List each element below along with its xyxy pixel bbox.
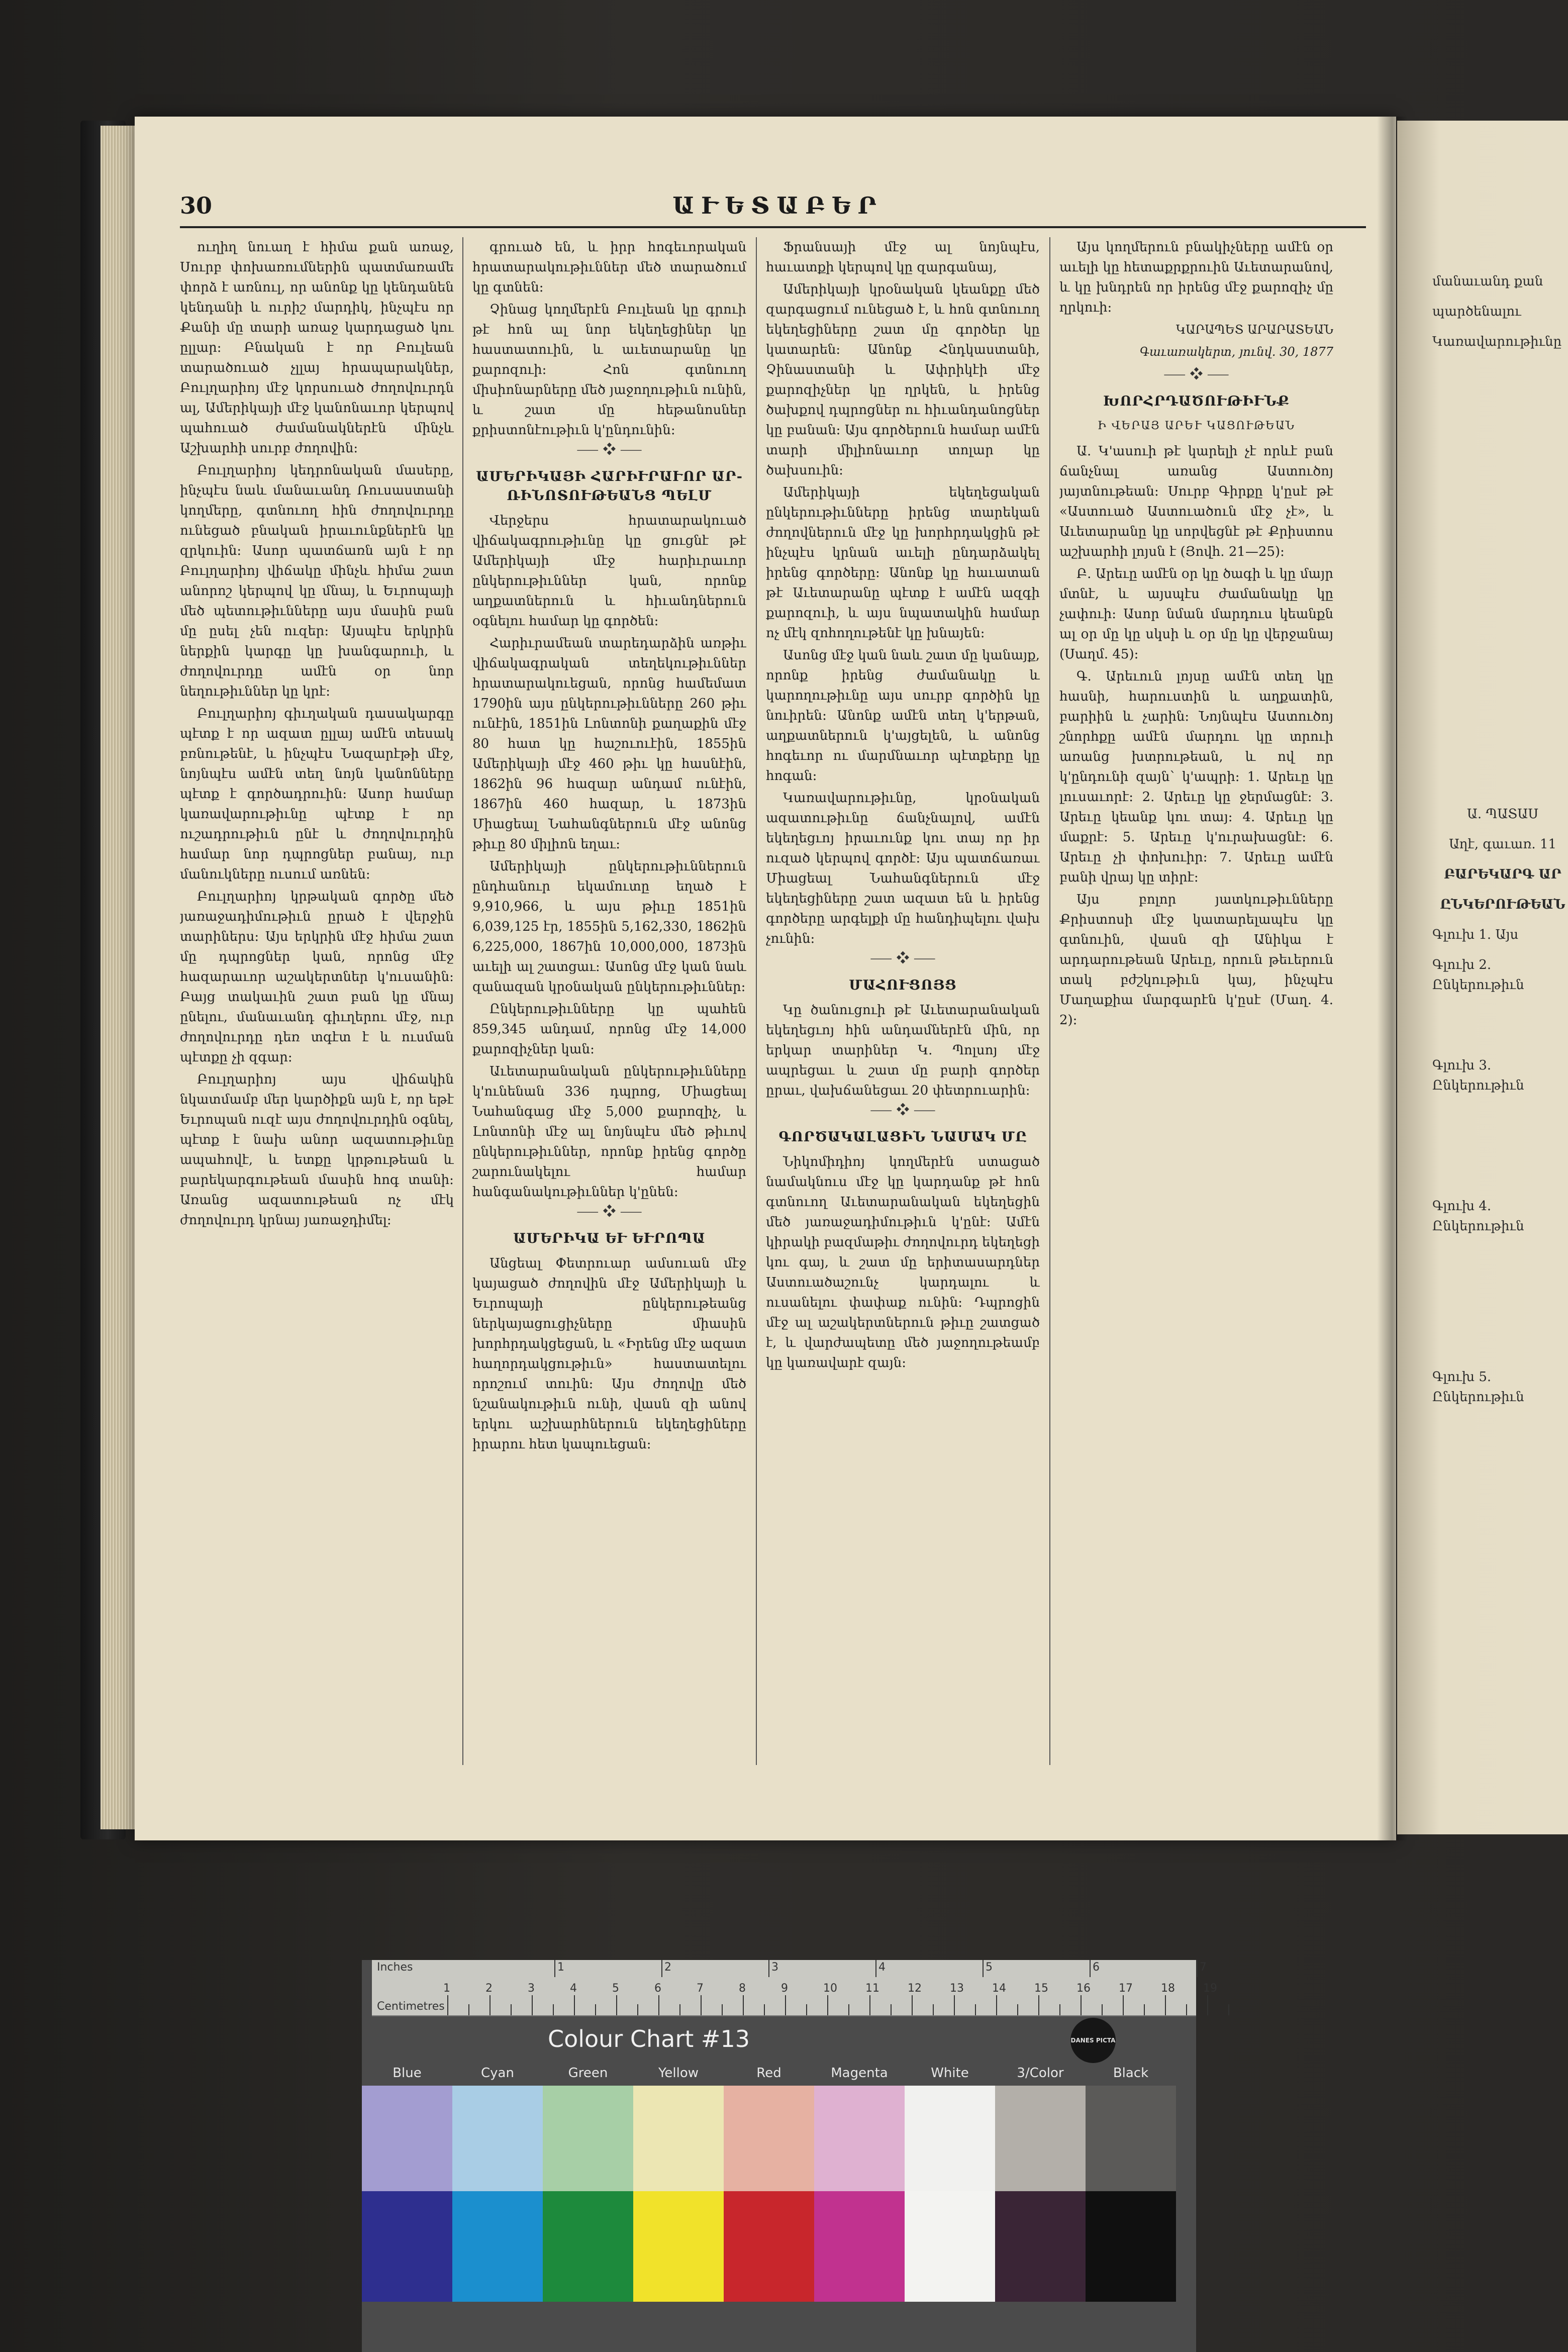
cm-tick (743, 1995, 744, 2015)
facing-line: Գլուխ 2. Ընկերութիւն (1432, 957, 1524, 993)
patch-label: 3/Color (1017, 2066, 1064, 2081)
page-header (180, 192, 1376, 227)
cm-tick (616, 1995, 617, 2015)
cm-tick-label: 5 (612, 1982, 619, 1995)
cm-tick (489, 1995, 491, 2015)
inch-tick-label: 3 (771, 1961, 778, 1974)
cm-tick-label: 1 (443, 1982, 450, 1995)
facing-line: Գլուխ 1. Այս (1432, 927, 1519, 942)
section-subtitle: Ի ՎԵՐԱՅ ԱՐԵՒ ԿԱՑՈՒԹԵԱՆ (1097, 420, 1296, 432)
patch-blue-dark (362, 2191, 452, 2302)
cm-tick (1165, 1995, 1166, 2015)
cm-tick-label: 7 (697, 1982, 704, 1995)
cm-tick (996, 1995, 997, 2015)
cm-tick-label: 6 (654, 1982, 661, 1995)
facing-page-text (1432, 271, 1568, 1417)
patch-white-light (905, 2086, 995, 2191)
inch-tick-label: 5 (986, 1961, 993, 1974)
col2-sec1-paragraph: Ամերիկայի ընկերութիւններուն ընդհանուր եկամուտը եղած է 9,910,966, և այս թիւը 1851ին 6,039,125 էր, 1855ին 5,162,330, 1862ին 6,225,000, 1867ին 10,000,000, 1873ին աւելի ալ շատցաւ։ Ասոնց մէջ կան նաև զանազան կրօնական ընկերութիւններ։ (472, 859, 746, 995)
ruler-cm-label: Centimetres (377, 2000, 445, 2013)
column-3 (766, 237, 1040, 1770)
colour-chart (362, 1960, 1217, 2352)
inch-tick-label: 6 (1093, 1961, 1100, 1974)
cm-tick (869, 1995, 870, 2015)
inch-tick-label: 4 (878, 1961, 886, 1974)
cm-half-tick (679, 2004, 680, 2015)
section-title-obituary: ՄԱՀՈՒՑՈՅՑ (849, 977, 957, 993)
cm-tick-label: 15 (1034, 1982, 1048, 1995)
facing-line: ԸՆԿԵՐՈՒԹԵԱՆ (1440, 897, 1565, 912)
cm-tick-label: 10 (823, 1982, 837, 1995)
cm-tick (574, 1995, 575, 2015)
cm-half-tick (764, 2004, 765, 2015)
cm-tick-label: 19 (1203, 1982, 1217, 1995)
col4-paragraph: Գ. Արեւուն լոյսը ամէն տեղ կը հասնի, հարուստին և աղքատին, բարիին և չարին։ Նոյնպէս Աստուծոյ շնորհքը ամէն մարդու կը տրուի առանց խտրութեան, և ով որ կ'ընդունի զայն՝ կ'ապրի։ 1. Արեւը կը լուսաւորէ։ 2. Արեւը կը ջերմացնէ։ 3. Արեւը կեանք կու տայ։ 4. Արեւը կը մաքրէ։ 5. Արեւը կ'ուրախացնէ։ 6. Արեւը չի փոխուիր։ 7. Արեւը ամէն բանի վրայ կը տիրէ։ (1059, 669, 1333, 885)
patch-green-dark (543, 2191, 633, 2302)
cm-tick-label: 13 (950, 1982, 964, 1995)
cm-tick-label: 9 (781, 1982, 788, 1995)
cm-half-tick (806, 2004, 807, 2015)
ornament-divider: ⸺ ❖ ⸺ (1163, 367, 1229, 382)
facing-line: մանաւանդ քան (1432, 274, 1543, 289)
inch-tick (661, 1960, 662, 1977)
ruler-inches-label: Inches (377, 1961, 413, 1974)
cm-tick (532, 1995, 533, 2015)
col4-paragraph: Բ. Արեւը ամէն օր կը ծագի և կը մայր մտնէ, և այսպէս ժամանակը կը չափուի։ Ասոր նման մարդուս կեանքն ալ օր մը կը սկսի և օր մը կը վերջանայ (Սաղմ. 45)։ (1059, 566, 1333, 662)
col2-intro-2: Չինաց կողմերէն Բուլեան կը գրուի թէ հոն ալ նոր եկեղեցիներ կը հաստատուին, և աւետարանը կը քարոզուի։ Հոն գտնուող միսիոնարները մեծ յաջողութիւն ունին, և շատ մը հեթանոսներ քրիստոնէութիւն կ'ընդունին։ (472, 302, 746, 438)
page-number: 30 (180, 192, 213, 219)
cm-half-tick (891, 2004, 892, 2015)
patch-cyan-dark (452, 2191, 543, 2302)
col1-paragraph: Բուլղարիոյ այս վիճակին նկատմամբ մեր կարծիքն այն է, որ եթէ Եւրոպան ուզէ այս ժողովուրդին օգնել, պէտք է նախ անոր ազատութիւնը ապահովէ, և ետքը կրթութեան և բարեկարգութեան մասին հոգ տանի։ Առանց ազատութեան ոչ մէկ ժողովուրդ կրնայ յառաջդիմել։ (180, 1072, 454, 1228)
cm-half-tick (595, 2004, 596, 2015)
cm-half-tick (1102, 2004, 1103, 2015)
facing-line: ԲԱՐԵԿԱՐԳ ԱՐ (1444, 867, 1561, 882)
cm-half-tick (1059, 2004, 1060, 2015)
col2-sec2-paragraph: Անցեալ Փետրուար ամսուան մէջ կայացած ժողովին մէջ Ամերիկայի և Եւրոպայի ընկերութեանց ներկայացուցիչները միասին խորհրդակցեցան, և «Իրենց մէջ ազատ հաղորդակցութիւն» հաստատելու որոշում տուին։ Այս ժողովը մեծ նշանակութիւն ունի, վասն զի անով երկու աշխարհներուն եկեղեցիները իրարու հետ կապուեցան։ (472, 1256, 746, 1452)
ornament-divider: ⸺ ❖ ⸺ (870, 951, 936, 966)
column-separator (756, 237, 757, 1765)
patch-yellow-light (633, 2086, 724, 2191)
patch-magenta-dark (814, 2191, 905, 2302)
patch-label: Blue (393, 2066, 422, 2081)
facing-line: պարծենալու (1432, 304, 1521, 319)
col3-sec2-paragraph: Նիկոմիդիոյ կողմերէն ստացած նամակնուս մէջ կը կարդանք թէ հոն գտնուող Աւետարանական եկեղեցին մեծ յառաջադիմութիւն կ'ընէ։ Ամէն կիրակի բազմաթիւ ժողովուրդ եկեղեցի կու գայ, և շատ մը երիտասարդներ Աստուածաշունչ կարդալու և ուսանելու փափաք ունին։ Դպրոցին մէջ ալ աշակերտներուն թիւը շատցած է, և վարժապետը մեծ յաջողութեամբ կը կառավարէ զայն։ (766, 1154, 1040, 1370)
header-rule (180, 226, 1366, 228)
col3-paragraph: Ամերիկայի եկեղեցական ընկերութիւնները իրենց տարեկան ժողովներուն մէջ կը խորհրդակցին թէ ինչպէս կրնան աւելի ընդարձակել իրենց գործերը։ Անոնք կը հաւատան թէ Աւետարանը պէտք է ամէն ազգի քարոզուի, և այս նպատակին համար ոչ մէկ զոհողութենէ կը խնայեն։ (766, 485, 1040, 641)
cm-half-tick (1186, 2004, 1187, 2015)
patch-black-dark (1086, 2191, 1176, 2302)
ruler (372, 1960, 1217, 2016)
cm-tick (785, 1995, 786, 2015)
cm-tick-label: 12 (908, 1982, 922, 1995)
cm-tick (1038, 1995, 1039, 2015)
section-title-america-europe: ԱՄԵՐԻԿԱ ԵՒ ԵՒՐՈՊԱ (513, 1231, 706, 1246)
inch-tick (1090, 1960, 1091, 1977)
cm-tick (1081, 1995, 1082, 2015)
inch-tick (983, 1960, 984, 1977)
col2-sec1-paragraph: Աւետարանական ընկերութիւնները կ'ունենան 336 դպրոց, Միացեալ Նահանգաց մէջ 5,000 քարոզիչ, և Լոնտոնի մէջ ալ նոյնպէս մեծ թիւով ընկերութիւններ, որոնք իրենց գործը շարունակելու համար հանգանակութիւններ կ'ընեն։ (472, 1064, 746, 1200)
cm-half-tick (468, 2004, 469, 2015)
patch-red-dark (724, 2191, 814, 2302)
cm-tick-label: 4 (570, 1982, 577, 1995)
patch-black-light (1086, 2086, 1176, 2191)
col1-paragraph: Բուլղարիոյ գիւղական դասակարգը պէտք է որ ազատ ըլլայ ամէն տեսակ բռնութենէ, և ինչպէս Նազարէթի մէջ, նոյնպէս ամէն տեղ նոյն կանոնները պէտք է գործադրուին։ Ասոր համար կառավարութիւնը պէտք է որ ուշադրութիւն ընէ և ժողովուրդին համար նոր դպրոցներ բանայ, ուր մանուկները ուսում առնեն։ (180, 706, 454, 882)
col1-paragraph: ուղիղ նուաղ է հիմա քան առաջ, Սուրբ փոխառումներին պատմառամե փորձ է առնուլ, որ անոնք կը կենդանեն կենդանի և ուրիշ մարդիկ, ինչպէս որ Քանի մը տարի առաջ կարդացած կու ըլլար։ Բնական է որ Բուլեան տարածուած չլլայ հրապարակներ, Բուլղարիոյ մէջ կորսուած ժողովուրդն ալ, Ամերիկայի մէջ կանոնաւոր կերպով պահուած ժամանակներէն մինչև Աշխարհի սուրբ ժողովին։ (180, 240, 454, 456)
patch-label: Yellow (658, 2066, 699, 2081)
cm-half-tick (1017, 2004, 1018, 2015)
col3-paragraph: Ասոնց մէջ կան նաև շատ մը կանայք, որոնք իրենց ժամանակը և կարողութիւնը այս սուրբ գործին կը նուիրեն։ Անոնք ամէն տեղ կ'երթան, աղքատներուն կ'այցելեն, և անոնց հոգեւոր ու մարմնաւոր պէտքերը կը հոգան։ (766, 648, 1040, 783)
cm-tick (1207, 1995, 1208, 2015)
col2-intro: գրուած են, և իրր հոգեւորական հրատարակութիւններ մեծ տարածում կը գտնեն։ (472, 240, 746, 295)
column-separator (1049, 237, 1050, 1765)
patch-3-color-light (995, 2086, 1086, 2191)
facing-line: Գլուխ 4. Ընկերութիւն (1432, 1199, 1524, 1234)
section-title-american-societies: ԱՄԵՐԻԿԱՅԻ ՀԱՐԻՒՐԱՒՈՐ ԱՐ-ՌԻՆՈՏՈՒԹԵԱՆՑ ՊԵԼՄ (476, 469, 743, 504)
facing-page (1397, 121, 1568, 1834)
inch-tick-label: 1 (557, 1961, 564, 1974)
cm-half-tick (933, 2004, 934, 2015)
col1-paragraph: Բուլղարիոյ կեդրոնական մասերը, ինչպէս նաև մանաւանդ Ռուսաստանի կողմերը, գտնուող հին ժողովուրդը ունեցած բնական իրաւունքներէն կը զրկուին։ Ասոր պատճառն այն է որ Բուլղարիոյ վիճակը մինչև հիմա շատ անորոշ կերպով կը մնայ, և Եւրոպայի մեծ պետութիւնները այս մասին բան մը ըսել չեն ուզեր։ Այսպէս երկրին ներքին կարգը կը խանգարուի, և ժողովուրդը ամէն օր նոր նեղութիւններ կը կրէ։ (180, 463, 454, 699)
patch-label: Black (1113, 2066, 1149, 2081)
col3-paragraph: Ֆրանսայի մէջ ալ նոյնպէս, հաւատքի կերպով կը զարգանայ, (766, 240, 1040, 275)
cm-tick-label: 2 (485, 1982, 493, 1995)
inch-tick (554, 1960, 555, 1977)
inch-tick-label: 2 (664, 1961, 671, 1974)
patch-white-dark (905, 2191, 995, 2302)
letter-date: Գաւառակերտ, յունվ. 30, 1877 (1139, 345, 1333, 359)
section-title-reflections: ԽՈՐՀՐԴԱԾՈՒԹԻՒՆՔ (1103, 394, 1290, 409)
column-2 (472, 237, 746, 1770)
cm-half-tick (722, 2004, 723, 2015)
ornament-divider: ⸺ ❖ ⸺ (576, 1204, 642, 1219)
cm-tick-label: 18 (1161, 1982, 1175, 1995)
cm-tick (912, 1995, 913, 2015)
patch-label: White (931, 2066, 969, 2081)
cm-tick-label: 11 (865, 1982, 879, 1995)
cm-half-tick (553, 2004, 554, 2015)
letter-signature: ԿԱՐԱՊԵՏ ԱՐԱՐԱՏԵԱՆ (1175, 323, 1333, 337)
facing-line: Աղէ, գաւառ. 11 (1448, 837, 1557, 852)
cm-half-tick (637, 2004, 638, 2015)
cm-tick-label: 8 (739, 1982, 746, 1995)
colour-chart-title: Colour Chart #13 (548, 2025, 750, 2052)
cm-half-tick (511, 2004, 512, 2015)
col4-paragraph: Այս բոլոր յատկութիւնները Քրիստոսի մէջ կատարելապէս կը գտնուին, վասն զի Անիկա է արդարութեան Արեւը, որուն թեւերուն տակ բժշկութիւն կայ, ինչպէս Մաղաքիա մարգարէն կ'ըսէ (Մաղ. 4. 2)։ (1059, 892, 1333, 1028)
col2-sec1-paragraph: Վերջերս հրատարակուած վիճակագրութիւնը կը ցուցնէ թէ Ամերիկայի մէջ հարիւրաւոր ընկերութիւններ կան, որոնք աղքատներուն և հիւանդներուն օգնելու համար կը գործեն։ (472, 513, 746, 629)
cm-half-tick (848, 2004, 849, 2015)
cm-tick (701, 1995, 702, 2015)
inch-tick (768, 1960, 769, 1977)
cm-tick (658, 1995, 659, 2015)
inch-tick (1197, 1960, 1198, 1977)
cm-tick-label: 16 (1076, 1982, 1091, 1995)
facing-line: Գլուխ 5. Ընկերութիւն (1432, 1369, 1524, 1405)
cm-half-tick (1228, 2004, 1229, 2015)
cm-tick (447, 1995, 448, 2015)
facing-line: Գլուխ 3. Ընկերութիւն (1432, 1058, 1524, 1093)
cm-tick-label: 14 (992, 1982, 1006, 1995)
cm-tick (954, 1995, 955, 2015)
patch-label: Green (568, 2066, 608, 2081)
col4-intro: Այս կողմերուն բնակիչները ամէն օր աւելի կը հետաքրքրուին Աւետարանով, և կը խնդրեն որ իրենց մէջ քարոզիչ մը ղրկուի։ (1059, 240, 1333, 315)
col3-paragraph: Ամերիկայի կրօնական կեանքը մեծ զարգացում ունեցած է, և հոն գտնուող եկեղեցիները շատ մը գործեր կը կատարեն։ Անոնք Հնդկաստանի, Չինաստանի և Ափրիկէի մէջ քարոզիչներ կը ղրկեն, և իրենց ծախքով դպրոցներ ու հիւանդանոցներ կը բանան։ Այս գործերուն համար ամէն տարի միլիոնաւոր տոլար կը ծախսուին։ (766, 282, 1040, 478)
patch-magenta-light (814, 2086, 905, 2191)
col2-sec1-paragraph: Ընկերութիւնները կը պահեն 859,345 անդամ, որոնց մէջ 14,000 քարոզիչներ կան։ (472, 1002, 746, 1057)
col2-sec1-paragraph: Հարիւրամեան տարեդարձին առթիւ վիճակագրական տեղեկութիւններ հրատարակուեցան, որոնց համեմատ 1790ին այս ընկերութիւնները 260 թիւ ունէին, 1851ին Լոնտոնի քաղաքին մէջ 80 հատ կը հաշուուէին, 1855ին Ամերիկայի մէջ 460 թիւ կը հասնէին, 1862ին 96 հազար անդամ ունէին, 1867ին 460 հազար, և 1873ին Միացեալ Նահանգներուն մէջ անոնց թիւը 80 միլիոն եղաւ։ (472, 636, 746, 852)
patch-green-light (543, 2086, 633, 2191)
patch-yellow-dark (633, 2191, 724, 2302)
col3-paragraph: Կառավարութիւնը, կրօնական ազատութիւնը ճանչնալով, ամէն եկեղեցւոյ իրաւունք կու տայ որ իր ուզած կերպով գործէ։ Այս պատճառաւ Միացեալ Նահանգներուն մէջ եկեղեցիները շատ ազատ են և իրենց գործերը արգելքի մը հանդիպելու վախ չունին։ (766, 791, 1040, 946)
column-1 (180, 237, 454, 1770)
col1-paragraph: Բուլղարիոյ կրթական գործը մեծ յառաջադիմութիւն ըրած է վերջին տարիներս։ Այս երկրին մէջ հիմա շատ մը դպրոցներ կան, որոնց մէջ հազարաւոր աշակերտներ կ'ուսանին։ Բայց տակաւին շատ բան կը մնայ ընելու, մանաւանդ գիւղերու մէջ, ուր ժողովուրդը դեռ տգէտ է և ուսման պէտքը չի զգար։ (180, 889, 454, 1065)
col4-paragraph: Ա. Կ'ասուի թէ կարելի չէ որևէ բան ճանչնալ առանց Աստուծոյ յայտնութեան։ Սուրբ Գիրքը կ'ըսէ թէ «Աստուած Աստուածուն մէջ չէ», և Աւետարանը կը սորվեցնէ թէ Քրիստոս աշխարհի լոյսն է (Յովհ. 21—25)։ (1059, 444, 1333, 559)
newspaper-page (135, 117, 1396, 1840)
ornament-divider: ⸺ ❖ ⸺ (870, 1103, 936, 1118)
patch-red-light (724, 2086, 814, 2191)
patch-label: Red (756, 2066, 781, 2081)
patch-blue-light (362, 2086, 452, 2191)
cm-half-tick (975, 2004, 976, 2015)
column-separator (462, 237, 463, 1765)
inch-tick (875, 1960, 876, 1977)
cm-tick-label: 3 (528, 1982, 535, 1995)
masthead-title: ԱՒԵՏԱԲԵՐ (672, 192, 884, 219)
cm-half-tick (1144, 2004, 1145, 2015)
cm-tick-label: 17 (1119, 1982, 1133, 1995)
patch-label: Magenta (831, 2066, 888, 2081)
patch-label: Cyan (481, 2066, 514, 2081)
ornament-divider: ⸺ ❖ ⸺ (576, 442, 642, 457)
patch-3-color-dark (995, 2191, 1086, 2302)
danes-picta-logo: DANES PICTA (1070, 2018, 1116, 2063)
cm-tick (827, 1995, 828, 2015)
patch-cyan-light (452, 2086, 543, 2191)
facing-line: Կառավարութիւնը (1432, 334, 1562, 349)
inch-tick-label: 7 (1200, 1961, 1207, 1974)
section-title-letter: ԳՈՐԾԱԿԱԼԱՑԻՆ ՆԱՄԱԿ ՄԸ (778, 1129, 1027, 1145)
col3-sec1-paragraph: Կը ծանուցուի թէ Աւետարանական եկեղեցւոյ հին անդամներէն մին, որ երկար տարիներ Կ. Պոլսոյ մէջ ապրեցաւ և շատ մը բարի գործեր ըրաւ, վախճանեցաւ 20 փետրուարին։ (766, 1003, 1040, 1098)
column-4 (1059, 237, 1333, 1770)
cm-tick (1123, 1995, 1124, 2015)
facing-line: Ա. ՊԱՏԱՍ (1466, 807, 1539, 822)
